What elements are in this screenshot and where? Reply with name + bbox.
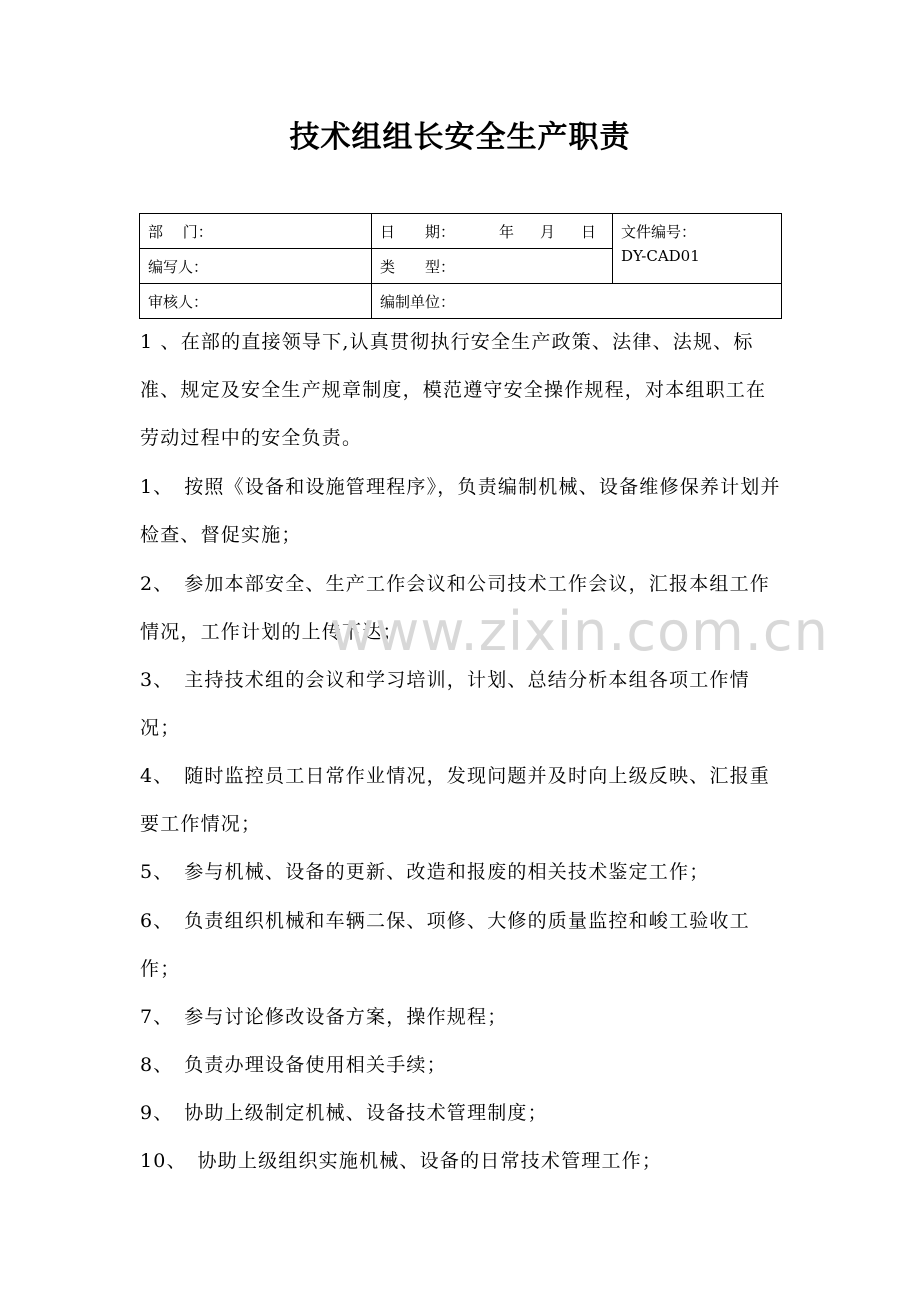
intro-paragraph: 1 、在部的直接领导下,认真贯彻执行安全生产政策、法律、法规、标准、规定及安全生产规章制度，模范遵守安全操作规程，对本组职工在劳动过程中的安全负责。 — [140, 331, 767, 449]
list-item: 7、 参与讨论修改设备方案，操作规程； — [140, 1006, 508, 1028]
list-item: 4、 随时监控员工日常作业情况，发现问题并及时向上级反映、汇报重要工作情况； — [140, 765, 770, 835]
date-label: 日 期： — [380, 222, 456, 241]
info-table — [139, 213, 782, 319]
list-item: 8、 负责办理设备使用相关手续； — [140, 1054, 447, 1076]
year-label: 年 — [499, 222, 515, 241]
list-item: 5、 参与机械、设备的更新、改造和报废的相关技术鉴定工作； — [140, 861, 710, 883]
list-item: 10、 协助上级组织实施机械、设备的日常技术管理工作； — [140, 1150, 663, 1172]
type-cell: 类 型： — [372, 249, 613, 284]
doc-number-label: 文件编号： — [621, 223, 697, 241]
list-item: 2、 参加本部安全、生产工作会议和公司技术工作会议，汇报本组工作情况，工作计划的上传下达； — [140, 573, 770, 643]
day-label: 日 — [581, 222, 597, 241]
doc-number-cell — [613, 214, 782, 284]
department-cell: 部 门： — [140, 214, 372, 249]
list-item: 3、 主持技术组的会议和学习培训，计划、总结分析本组各项工作情况； — [140, 669, 750, 739]
document-title: 技术组组长安全生产职责 — [289, 120, 631, 155]
watermark: www.zixin.com.cn — [330, 600, 829, 663]
unit-cell: 编制单位： — [372, 284, 782, 319]
date-cell — [372, 214, 613, 249]
list-item: 9、 协助上级制定机械、设备技术管理制度； — [140, 1102, 548, 1124]
reviewer-cell: 审核人： — [140, 284, 372, 319]
author-cell: 编写人： — [140, 249, 372, 284]
list-item: 1、 按照《设备和设施管理程序》，负责编制机械、设备维修保养计划并检查、督促实施； — [140, 476, 781, 546]
month-label: 月 — [540, 222, 556, 241]
doc-number-value: DY-CAD01 — [621, 247, 700, 265]
list-item: 6、 负责组织机械和车辆二保、项修、大修的质量监控和峻工验收工作； — [140, 910, 750, 980]
